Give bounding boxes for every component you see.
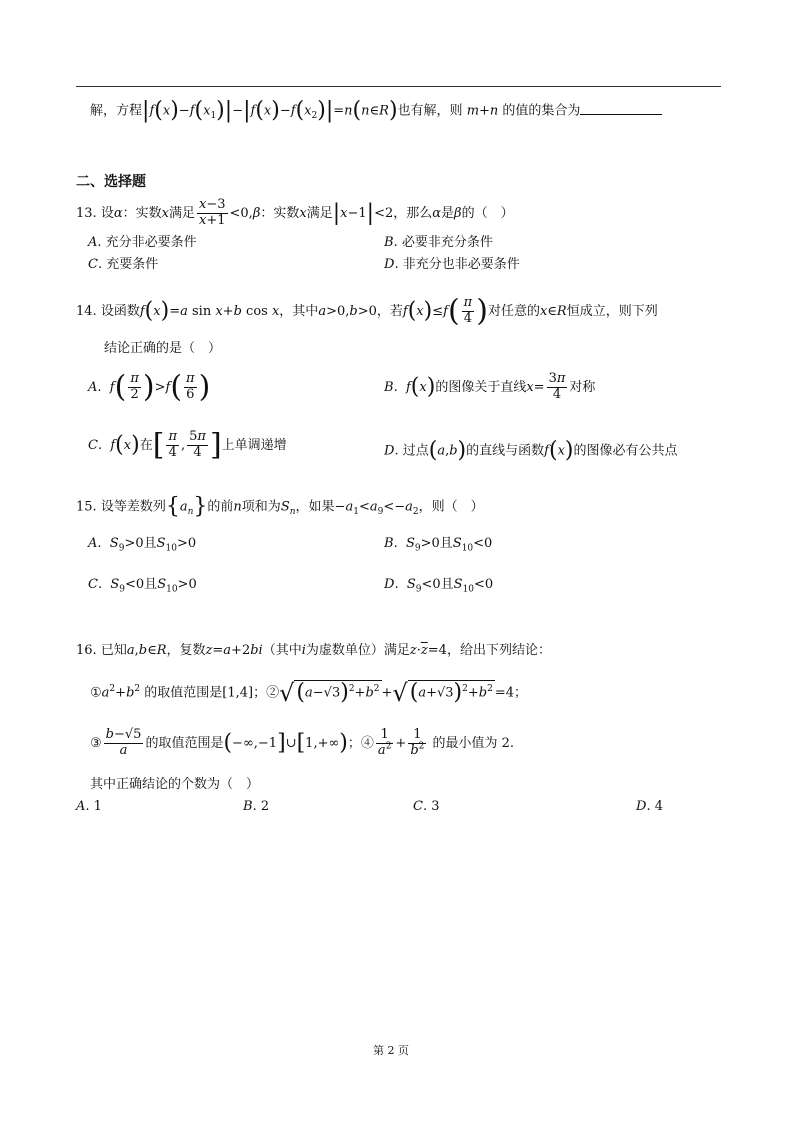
q13-text: ：实数 [260,205,300,221]
q15-n: n [233,499,242,515]
q14-text: ，其中 [279,303,319,319]
q13-option-a[interactable]: A. 充分非必要条件 [88,235,197,250]
circled-four: ④ [360,735,374,751]
q16-text: （其中 [262,643,302,658]
q12-prefix: 解，方程 [90,103,143,119]
option-text: 在 [139,437,153,453]
option-text: 的图像必有公共点 [573,443,678,459]
q16-text: 为虚数单位）满足 [305,643,410,658]
option-text: 充分非必要条件 [105,235,197,250]
q16-conclusion-3-4: ③ $\frac{b-√5}{a}$ 的取值范围是(−∞,−1]∪[1,+∞)；④ $\frac{1}{a^2}$ + $\frac{1}{b^2}$ 的最小值为 2. [90,727,515,758]
q13-text: ：实数 [122,205,162,221]
q15-text: 项和为 [241,499,281,515]
q13-stem: 13. 设α：实数x满足 $\frac{x-3}{x+1}$ <0,β：实数x满足|x−1|<2，那么α是β的（ ） [76,197,514,228]
option-text: 3 [431,799,440,814]
option-text: 对称 [569,379,596,395]
q14-option-a[interactable]: A. f( $\frac{\pi}{2}$ )>f( $\frac{\pi}{6}$ ) [88,369,211,405]
option-text: 2 [260,799,270,814]
q16-option-a[interactable]: A. 1 [76,799,102,814]
and-text: 且 [143,536,157,551]
q16-option-c[interactable]: C. 3 [413,799,440,814]
q13-text: 是 [441,205,455,221]
q12-middle: 也有解，则 [397,103,463,119]
q14-option-b[interactable]: B. f(x)的图像关于直线x= $\frac{3\pi}{4}$ 对称 [384,371,596,402]
conclusion-text: 的最小值为 2. [432,735,515,751]
option-text: 上单调递增 [221,437,287,453]
conclusion-text: 的取值范围是[1,4]； [144,685,267,701]
q13-text: 满足 [168,205,195,221]
q13-fraction: $\frac{x-3}{x+1}$ [199,197,226,228]
and-text: 且 [440,577,454,592]
q14-text: 设函数 [100,303,140,319]
q13-text: 满足 [306,205,333,221]
q13-text: ，那么 [393,205,433,221]
q14-stem: 14. 设函数f(x)=a sin x+b cos x，其中a>0,b>0，若f(x)≤f( $\frac{\pi}{4}$ )对任意的x∈R恒成立，则下列 [76,293,658,329]
q13-option-d[interactable]: D. 非充分也非必要条件 [384,257,520,272]
option-text: 充要条件 [106,257,159,272]
q15-text: ，则（ ） [418,499,484,515]
option-text: 过点 [402,443,429,459]
q13-number: 13. [76,205,97,221]
q16-text: ，给出下列结论： [446,643,551,658]
page-number: 第 2 页 [373,1044,409,1057]
q15-option-a[interactable]: A. $S_9>0$且$S_{10}>0$ [88,536,197,554]
q14-text: ，若 [376,303,403,319]
q13-text: 的（ ） [461,205,514,221]
option-text: 4 [654,799,663,814]
q15-option-c[interactable]: C. $S_9<0$且$S_{10}>0$ [88,577,197,595]
q16-text: 已知 [100,643,127,658]
q15-number: 15. [76,499,97,515]
q15-option-d[interactable]: D. $S_9<0$且$S_{10}<0$ [384,577,494,595]
q13-text: 设 [100,205,114,221]
q16-conclusion-1-2: $①a^2+b^2$ 的取值范围是[1,4]；$②√(a-√3)^2+b^2 +√(a+√3)^2+b^2 =4$； [90,679,527,707]
q14-text: 恒成立，则下列 [566,303,658,319]
option-text: 的图像关于直线 [435,379,527,395]
q13-option-c[interactable]: C. 充要条件 [88,257,159,272]
circled-two: ② [266,685,280,701]
option-text: 必要非充分条件 [401,235,493,250]
q16-i: i [301,643,306,658]
top-rule [76,86,721,87]
conclusion-text: 的取值范围是 [145,735,224,751]
and-text: 且 [144,577,158,592]
section-title: 二、选择题 [76,174,146,190]
q16-stem: 16. 已知a,b∈R，复数z=a+2bi（其中i为虚数单位）满足$z\cdot\overline{z}=4$，给出下列结论： [76,643,551,658]
q14-line2: 结论正确的是（ ） [104,341,222,356]
q15-option-b[interactable]: B. $S_9>0$且$S_{10}<0$ [384,536,493,554]
option-text: 1 [93,799,102,814]
answer-blank[interactable] [580,102,662,115]
q13-option-b[interactable]: B. 必要非充分条件 [384,235,493,250]
q14-option-c[interactable]: C. f(x)在[ $\frac{\pi}{4}$ , $\frac{5\pi}{4}$ ]上单调递增 [88,427,287,463]
q14-number: 14. [76,303,97,319]
q16-text: ，复数 [166,643,206,658]
q15-text: 设等差数列 [100,499,166,515]
q12-suffix: 的值的集合为 [502,103,581,119]
circled-one: ① [90,685,102,701]
q14-option-d[interactable]: D. 过点(a,b)的直线与函数f(x)的图像必有公共点 [384,438,678,463]
q16-question: 其中正确结论的个数为（ ） [90,777,260,792]
and-text: 且 [439,536,453,551]
q15-text: ，如果 [295,499,335,515]
q12-mn: m+n [466,103,499,119]
q12-tail-line: 解，方程$|f(x)-f(x_1)|-|f(x)-f(x_2)|=n(n\in R)$也有解，则 m+n 的值的集合为 [90,100,662,122]
q14-text: 对任意的 [487,303,540,319]
q15-stem: 15. 设等差数列$\{a_n\}$的前n项和为$S_n$，如果$-a_1<a_9<-a_2$，则（ ） [76,494,484,519]
q16-option-d[interactable]: D. 4 [636,799,663,814]
circled-three: ③ [90,735,102,751]
q16-option-b[interactable]: B. 2 [243,799,270,814]
option-text: 非充分也非必要条件 [402,257,520,272]
q16-number: 16. [76,643,97,658]
option-text: 的直线与函数 [466,443,545,459]
q15-text: 的前 [207,499,234,515]
